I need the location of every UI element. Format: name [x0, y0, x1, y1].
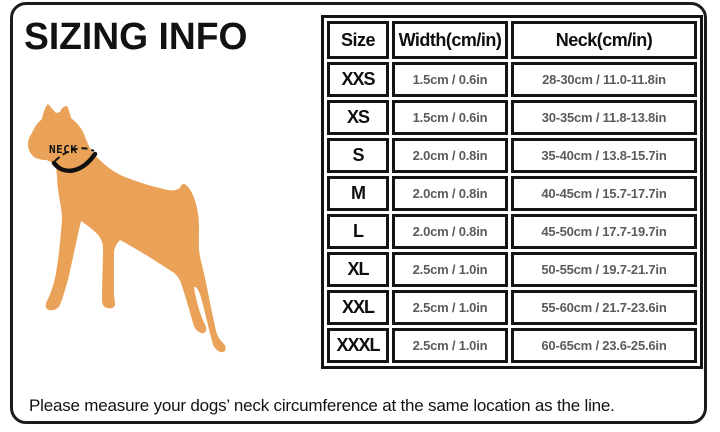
sizing-table: [321, 15, 703, 369]
width-cell: 2.5cm / 1.0in: [392, 328, 508, 363]
table-row: [327, 214, 697, 249]
width-cell: 2.0cm / 0.8in: [392, 214, 508, 249]
measurement-instruction: Please measure your dogs’ neck circumference at the same location as the line.: [29, 396, 615, 415]
table-row: [327, 252, 697, 287]
col-header-width: Width(cm/in): [392, 21, 508, 59]
width-cell: 2.0cm / 0.8in: [392, 176, 508, 211]
dog-neck-diagram: [15, 93, 250, 378]
dog-body-shape: [28, 104, 226, 352]
width-cell: 2.0cm / 0.8in: [392, 138, 508, 173]
neck-cell: 30-35cm / 11.8-13.8in: [511, 100, 697, 135]
neck-label: NECK: [49, 143, 78, 156]
width-cell: 2.5cm / 1.0in: [392, 290, 508, 325]
size-cell: XXL: [327, 290, 389, 325]
table-row: [327, 290, 697, 325]
table-row: [327, 62, 697, 97]
size-cell: S: [327, 138, 389, 173]
table-row: [327, 138, 697, 173]
neck-cell: 60-65cm / 23.6-25.6in: [511, 328, 697, 363]
neck-cell: 45-50cm / 17.7-19.7in: [511, 214, 697, 249]
neck-cell: 50-55cm / 19.7-21.7in: [511, 252, 697, 287]
dog-silhouette-illustration: [15, 93, 250, 378]
size-cell: M: [327, 176, 389, 211]
table-row: [327, 100, 697, 135]
neck-cell: 35-40cm / 13.8-15.7in: [511, 138, 697, 173]
page-title: SIZING INFO: [24, 16, 248, 58]
neck-cell: 55-60cm / 21.7-23.6in: [511, 290, 697, 325]
size-cell: XXS: [327, 62, 389, 97]
col-header-size: Size: [327, 21, 389, 59]
table-header-row: [327, 21, 697, 59]
width-cell: 1.5cm / 0.6in: [392, 62, 508, 97]
size-cell: XXXL: [327, 328, 389, 363]
size-cell: L: [327, 214, 389, 249]
size-cell: XS: [327, 100, 389, 135]
size-cell: XL: [327, 252, 389, 287]
width-cell: 2.5cm / 1.0in: [392, 252, 508, 287]
neck-cell: 28-30cm / 11.0-11.8in: [511, 62, 697, 97]
width-cell: 1.5cm / 0.6in: [392, 100, 508, 135]
neck-cell: 40-45cm / 15.7-17.7in: [511, 176, 697, 211]
table-row: [327, 328, 697, 363]
table-row: [327, 176, 697, 211]
col-header-neck: Neck(cm/in): [511, 21, 697, 59]
